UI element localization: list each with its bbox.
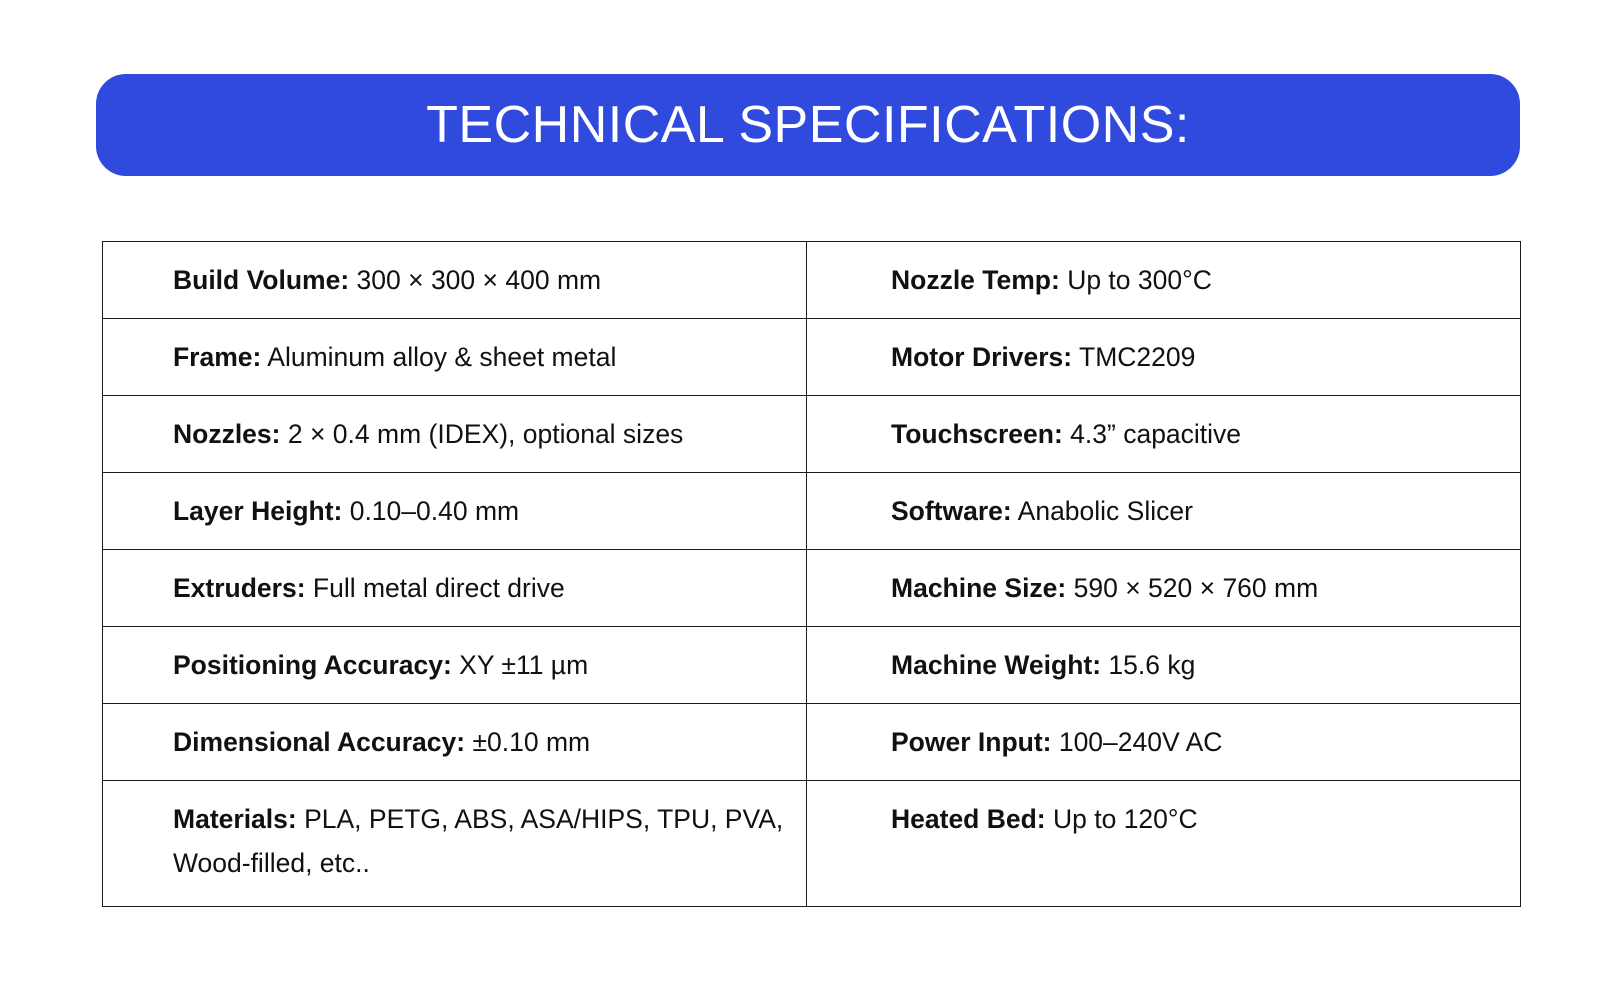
title-banner	[96, 74, 1520, 176]
spec-value: 590 × 520 × 760 mm	[1066, 573, 1319, 603]
table-row	[103, 627, 1521, 704]
spec-label: Extruders:	[173, 573, 306, 603]
spec-cell	[807, 319, 1521, 396]
spec-cell	[807, 242, 1521, 319]
spec-label: Machine Weight:	[891, 650, 1102, 680]
table-row	[103, 396, 1521, 473]
spec-cell	[103, 319, 807, 396]
page-title: TECHNICAL SPECIFICATIONS:	[426, 96, 1190, 154]
spec-value: PLA, PETG, ABS, ASA/HIPS, TPU, PVA, Wood-filled, etc..	[173, 804, 784, 878]
table-row	[103, 550, 1521, 627]
table-row	[103, 473, 1521, 550]
spec-label: Build Volume:	[173, 265, 350, 295]
spec-label: Power Input:	[891, 727, 1052, 757]
spec-cell	[807, 473, 1521, 550]
spec-label: Touchscreen:	[891, 419, 1063, 449]
spec-value: Full metal direct drive	[305, 573, 565, 603]
spec-cell	[807, 396, 1521, 473]
spec-value: 0.10–0.40 mm	[342, 496, 520, 526]
spec-value: 15.6 kg	[1101, 650, 1196, 680]
spec-label: Dimensional Accuracy:	[173, 727, 466, 757]
table-row	[103, 242, 1521, 319]
spec-cell	[103, 627, 807, 704]
spec-label: Heated Bed:	[891, 804, 1046, 834]
spec-cell	[807, 781, 1521, 907]
spec-cell	[103, 550, 807, 627]
spec-label: Motor Drivers:	[891, 342, 1073, 372]
spec-label: Materials:	[173, 804, 297, 834]
spec-value: XY ±11 µm	[451, 650, 589, 680]
spec-value: Aluminum alloy & sheet metal	[261, 342, 617, 372]
spec-cell	[807, 704, 1521, 781]
spec-label: Frame:	[173, 342, 262, 372]
spec-value: ±0.10 mm	[465, 727, 591, 757]
spec-cell	[103, 704, 807, 781]
spec-value: Anabolic Slicer	[1011, 496, 1193, 526]
spec-cell	[807, 627, 1521, 704]
spec-value: 2 × 0.4 mm (IDEX), optional sizes	[280, 419, 684, 449]
spec-value: 300 × 300 × 400 mm	[349, 265, 602, 295]
spec-cell	[103, 781, 807, 907]
spec-value: TMC2209	[1072, 342, 1196, 372]
spec-cell	[807, 550, 1521, 627]
table-row	[103, 704, 1521, 781]
spec-label: Software:	[891, 496, 1012, 526]
spec-value: Up to 300°C	[1059, 265, 1212, 295]
spec-label: Nozzle Temp:	[891, 265, 1060, 295]
table-row	[103, 319, 1521, 396]
spec-label: Machine Size:	[891, 573, 1067, 603]
spec-value: Up to 120°C	[1045, 804, 1198, 834]
spec-label: Positioning Accuracy:	[173, 650, 452, 680]
spec-label: Nozzles:	[173, 419, 281, 449]
specifications-table	[102, 241, 1521, 907]
spec-cell	[103, 242, 807, 319]
table-row	[103, 781, 1521, 907]
spec-label: Layer Height:	[173, 496, 343, 526]
spec-cell	[103, 396, 807, 473]
spec-cell	[103, 473, 807, 550]
spec-value: 4.3” capacitive	[1062, 419, 1242, 449]
spec-value: 100–240V AC	[1051, 727, 1223, 757]
